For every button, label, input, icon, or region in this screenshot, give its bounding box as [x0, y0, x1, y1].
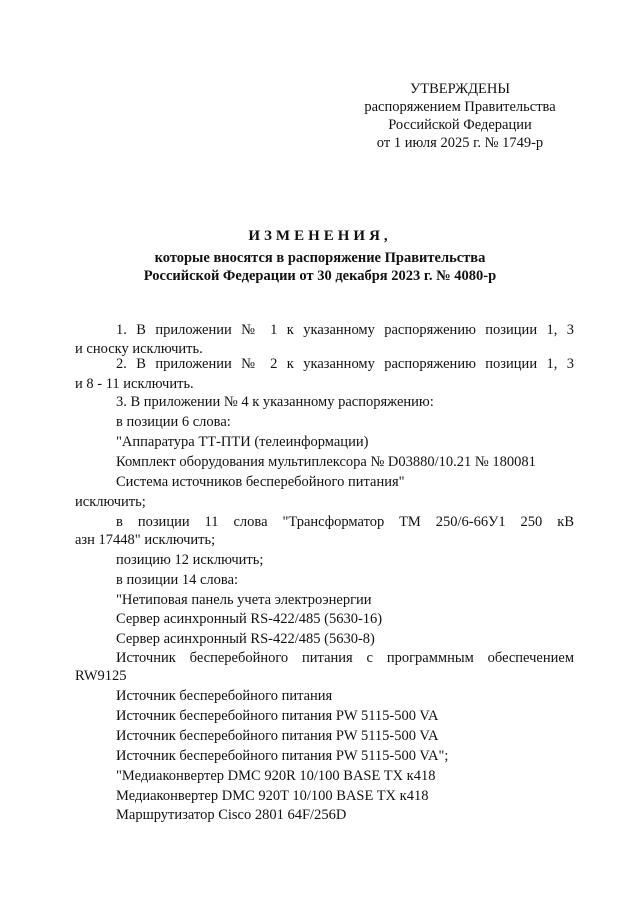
paragraph-1-line-2: и сноску исключить. [75, 341, 203, 357]
approval-line-1: распоряжением Правительства [364, 99, 556, 115]
position-14-intro: в позиции 14 слова: [116, 572, 239, 588]
position-14-item-4-line-2: RW9125 [75, 668, 127, 684]
document-subtitle-2: Российской Федерации от 30 декабря 2023 г. № 4080-р [143, 268, 497, 284]
position-14-item-8: Источник бесперебойного питания PW 5115-500 VA"; [116, 748, 449, 764]
position-14-item-3: Сервер асинхронный RS-422/485 (5630-8) [116, 631, 375, 647]
position-14-item-4-line-1: Источник бесперебойного питания с программным обеспечением [116, 650, 574, 666]
position-6-item-3: Система источников бесперебойного питания" [116, 474, 405, 490]
position-11-line-2: азн 17448" исключить; [75, 532, 216, 548]
approval-heading: УТВЕРЖДЕНЫ [409, 81, 511, 97]
position-12: позицию 12 исключить; [116, 552, 264, 568]
position-14-item-7: Источник бесперебойного питания PW 5115-500 VA [116, 728, 439, 744]
position-6-item-2: Комплект оборудования мультиплексора № D03880/10.21 № 180081 [116, 454, 536, 470]
position-6-action: исключить; [75, 494, 146, 510]
approval-line-2: Российской Федерации [388, 117, 532, 133]
position-14-item-1: "Нетиповая панель учета электроэнергии [116, 592, 372, 608]
paragraph-3: 3. В приложении № 4 к указанному распоряжению: [116, 394, 434, 410]
position-14-item-2: Сервер асинхронный RS-422/485 (5630-16) [116, 611, 383, 627]
paragraph-2-line-1: 2. В приложении № 2 к указанному распоряжению позиции 1, 3 [116, 356, 574, 372]
position-6-intro: в позиции 6 слова: [116, 414, 231, 430]
position-14-item-10: Медиаконвертер DMC 920T 10/100 BASE TX к418 [116, 788, 429, 804]
paragraph-2-line-2: и 8 - 11 исключить. [75, 376, 194, 392]
position-6-item-1: "Аппаратура ТТ-ПТИ (телеинформации) [116, 434, 369, 450]
position-14-item-6: Источник бесперебойного питания PW 5115-500 VA [116, 708, 439, 724]
document-title: ИЗМЕНЕНИЯ, [248, 228, 392, 244]
position-14-item-9: "Медиаконвертер DMC 920R 10/100 BASE TX к418 [116, 768, 436, 784]
position-14-item-5: Источник бесперебойного питания [116, 688, 333, 704]
paragraph-1-line-1: 1. В приложении № 1 к указанному распоряжению позиции 1, 3 [116, 322, 574, 338]
position-11-line-1: в позиции 11 слова "Трансформатор ТМ 250/6-66У1 250 кВ [116, 514, 574, 530]
document-subtitle-1: которые вносятся в распоряжение Правительства [154, 250, 486, 266]
position-14-item-11: Маршрутизатор Cisco 2801 64F/256D [116, 807, 347, 823]
approval-line-3: от 1 июля 2025 г. № 1749-р [376, 135, 544, 151]
